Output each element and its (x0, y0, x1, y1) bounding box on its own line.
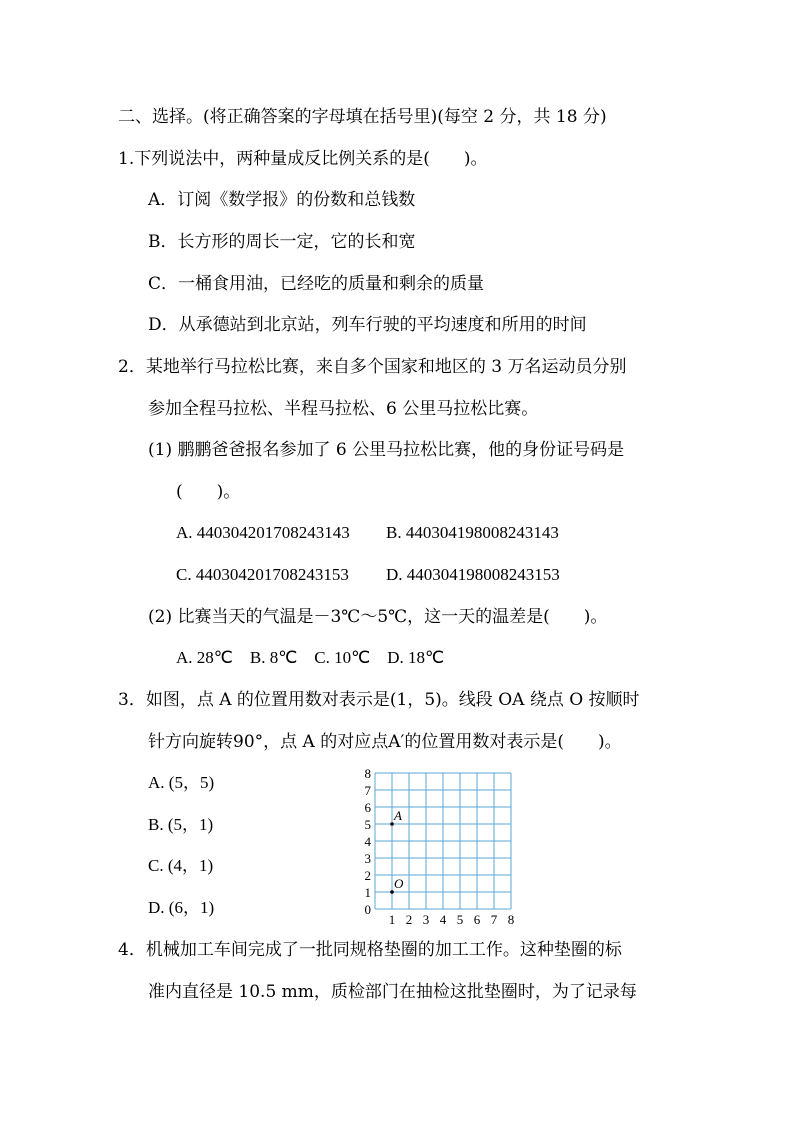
point-a-label: A (394, 808, 402, 823)
question-2-stem-line-1: 2．某地举行马拉松比赛，来自多个国家和地区的 3 万名运动员分别 (118, 357, 627, 377)
question-4-line-2: 准内直径是 10.5 mm，质检部门在抽检这批垫圈时，为了记录每 (148, 982, 637, 1002)
x-tick-label: 7 (490, 912, 498, 927)
section-title: 二、选择。(将正确答案的字母填在括号里)(每空 2 分，共 18 分) (118, 107, 607, 127)
y-tick-label: 2 (364, 868, 371, 883)
question-3-option-a: A. (5，5) (148, 773, 215, 792)
y-tick-label: 4 (364, 834, 371, 849)
question-1-option-a: A．订阅《数学报》的份数和总钱数 (148, 190, 416, 210)
coordinate-grid (345, 762, 525, 932)
y-tick-label: 5 (364, 817, 371, 832)
question-3-option-c: C. (4，1) (148, 856, 214, 875)
x-tick-label: 8 (507, 912, 515, 927)
question-2-sub-1-option-d: D. 440304198008243153 (386, 565, 560, 584)
x-tick-label: 6 (473, 912, 481, 927)
x-tick-label: 4 (439, 912, 447, 927)
x-tick-label: 3 (422, 912, 430, 927)
question-2-sub-1-line-2: ( )。 (176, 482, 241, 502)
question-2-sub-1-line-1: (1) 鹏鹏爸爸报名参加了 6 公里马拉松比赛，他的身份证号码是 (148, 440, 625, 460)
y-tick-label: 8 (364, 766, 371, 781)
question-1-option-d: D．从承德站到北京站，列车行驶的平均速度和所用的时间 (148, 315, 587, 335)
question-4-line-1: 4．机械加工车间完成了一批同规格垫圈的加工工作。这种垫圈的标 (118, 940, 622, 960)
question-1-option-c: C．一桶食用油，已经吃的质量和剩余的质量 (148, 274, 485, 294)
y-tick-label: 3 (364, 851, 371, 866)
question-3-stem-line-2: 针方向旋转90°，点 A 的对应点A′的位置用数对表示是( )。 (148, 732, 622, 752)
y-tick-label: 1 (364, 885, 371, 900)
question-3-option-b: B. (5，1) (148, 815, 214, 834)
coordinate-grid-figure (345, 762, 525, 932)
question-3-stem-line-1: 3．如图，点 A 的位置用数对表示是(1，5)。线段 OA 绕点 O 按顺时 (118, 690, 640, 710)
question-3-option-d: D. (6，1) (148, 898, 215, 917)
question-2-sub-1-option-b: B. 440304198008243143 (386, 523, 559, 542)
question-2-sub-1-option-c: C. 440304201708243153 (176, 565, 349, 584)
y-tick-label: 0 (364, 902, 371, 917)
x-tick-label: 1 (388, 912, 396, 927)
question-2-sub-2-stem: (2) 比赛当天的气温是－3℃～5℃，这一天的温差是( )。 (148, 607, 608, 627)
y-tick-label: 6 (364, 800, 371, 815)
question-1-stem: 1.下列说法中，两种量成反比例关系的是( )。 (118, 149, 488, 169)
question-1-option-b: B．长方形的周长一定，它的长和宽 (148, 232, 416, 252)
x-tick-label: 2 (405, 912, 413, 927)
question-2-stem-line-2: 参加全程马拉松、半程马拉松、6 公里马拉松比赛。 (148, 399, 539, 419)
point-o-label: O (394, 876, 404, 891)
question-2-sub-1-option-a: A. 440304201708243143 (176, 523, 350, 542)
question-2-sub-2-options: A. 28℃ B. 8℃ C. 10℃ D. 18℃ (176, 648, 445, 667)
x-tick-label: 5 (456, 912, 464, 927)
y-tick-label: 7 (364, 783, 371, 798)
